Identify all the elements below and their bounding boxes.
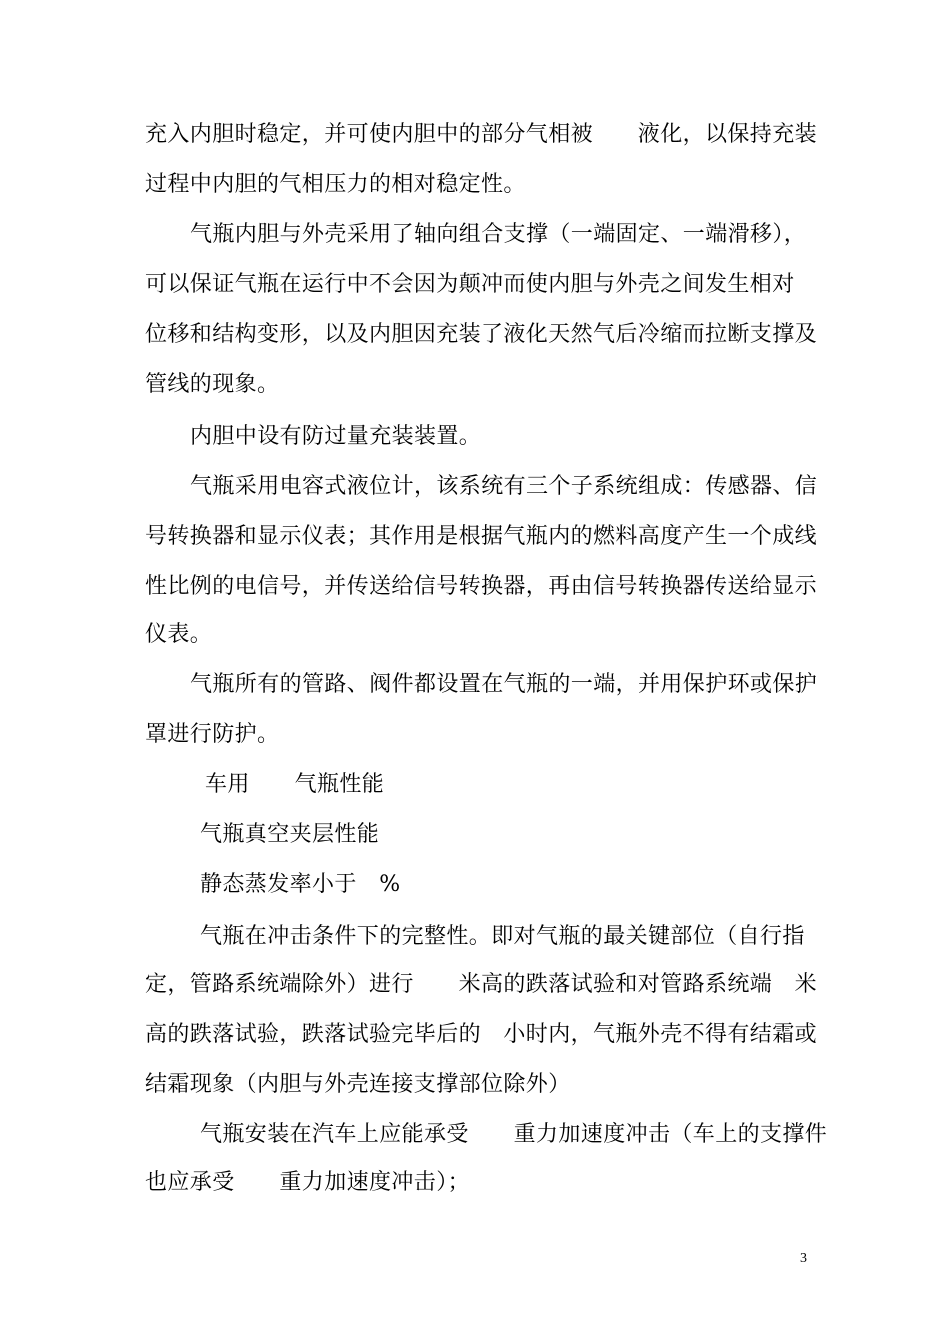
text-line: 结霜现象（内胆与外壳连接支撑部位除外） <box>145 1072 571 1097</box>
page-number: 3 <box>800 1251 807 1266</box>
text-line: 充入内胆时稳定，并可使内胆中的部分气相被 液化，以保持充装 <box>145 122 818 147</box>
text-line: 也应承受 重力加速度冲击）； <box>145 1170 471 1195</box>
text-line: 管线的现象。 <box>145 372 280 397</box>
text-line: 过程中内胆的气相压力的相对稳定性。 <box>145 172 526 197</box>
text-line: 定，管路系统端除外）进行 米高的跌落试验和对管路系统端 米 <box>145 972 818 997</box>
text-line: 罩进行防护。 <box>145 722 280 747</box>
text-line: 性比例的电信号，并传送给信号转换器，再由信号转换器传送给显示 <box>145 574 818 599</box>
text-line: 可以保证气瓶在运行中不会因为颠冲而使内胆与外壳之间发生相对 <box>145 272 795 297</box>
text-line: 气瓶安装在汽车上应能承受 重力加速度冲击（车上的支撑件 <box>200 1122 828 1147</box>
text-line: 气瓶在冲击条件下的完整性。即对气瓶的最关键部位（自行指 <box>200 924 805 949</box>
section-heading: 气瓶真空夹层性能 <box>200 822 380 847</box>
text-line: 位移和结构变形，以及内胆因充装了液化天然气后冷缩而拉断支撑及 <box>145 322 818 347</box>
text-line: 号转换器和显示仪表；其作用是根据气瓶内的燃料高度产生一个成线 <box>145 524 818 549</box>
text-line: 气瓶所有的管路、阀件都设置在气瓶的一端，并用保护环或保护 <box>190 672 818 697</box>
section-heading: 车用 气瓶性能 <box>205 772 385 797</box>
text-line: 静态蒸发率小于 % <box>200 872 401 897</box>
text-line: 气瓶内胆与外壳采用了轴向组合支撑（一端固定、一端滑移）， <box>190 222 807 247</box>
text-line: 气瓶采用电容式液位计，该系统有三个子系统组成：传感器、信 <box>190 474 818 499</box>
text-line: 内胆中设有防过量充装装置。 <box>190 424 482 449</box>
text-line: 仪表。 <box>145 622 213 647</box>
text-line: 高的跌落试验，跌落试验完毕后的 小时内，气瓶外壳不得有结霜或 <box>145 1022 818 1047</box>
